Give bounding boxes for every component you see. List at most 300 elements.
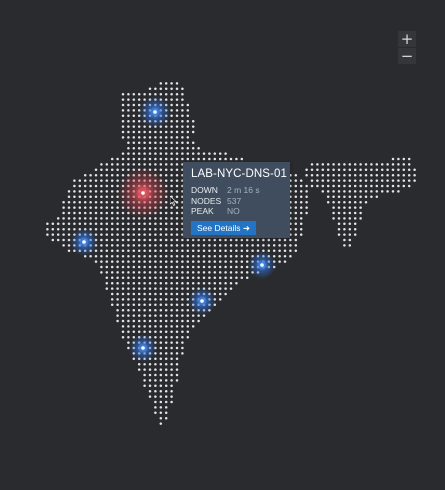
map-dot: [403, 185, 406, 188]
map-dot: [386, 174, 389, 177]
map-dot: [84, 190, 87, 193]
map-dot: [349, 233, 352, 236]
map-dot: [149, 233, 152, 236]
map-dot: [403, 158, 406, 161]
map-dot: [349, 212, 352, 215]
map-dot: [160, 131, 163, 134]
map-dot: [219, 293, 222, 296]
map-dot: [349, 206, 352, 209]
map-dot: [165, 174, 168, 177]
map-dot: [154, 320, 157, 323]
map-dot: [95, 201, 98, 204]
map-dot: [332, 196, 335, 199]
map-dot: [187, 260, 190, 263]
map-dot: [127, 282, 130, 285]
map-dot: [170, 142, 173, 145]
map-dot: [408, 158, 411, 161]
map-dot: [219, 152, 222, 155]
map-dot: [181, 320, 184, 323]
map-dot: [176, 115, 179, 118]
map-dot: [343, 244, 346, 247]
map-dot: [181, 260, 184, 263]
map-dot: [89, 190, 92, 193]
map-dot: [338, 196, 341, 199]
map-dot: [143, 282, 146, 285]
map-dot: [392, 190, 395, 193]
tooltip-value: 2 m 16 s: [227, 185, 260, 195]
map-dot: [300, 228, 303, 231]
marker-core: [200, 299, 204, 303]
map-dot: [214, 287, 217, 290]
map-dot: [62, 244, 65, 247]
map-dot: [332, 206, 335, 209]
map-dot: [133, 250, 136, 253]
map-dot: [138, 233, 141, 236]
map-dot: [359, 201, 362, 204]
map-dot: [295, 179, 298, 182]
map-dot: [197, 260, 200, 263]
map-dot: [219, 255, 222, 258]
map-dot: [160, 223, 163, 226]
map-dot: [170, 98, 173, 101]
map-dot: [143, 266, 146, 269]
map-dot: [397, 174, 400, 177]
map-dot: [165, 271, 168, 274]
map-dot: [370, 163, 373, 166]
map-dot: [62, 228, 65, 231]
map-dot: [133, 320, 136, 323]
map-dot: [214, 239, 217, 242]
map-dot: [187, 293, 190, 296]
map-dot: [143, 260, 146, 263]
map-dot: [187, 331, 190, 334]
map-dot: [192, 120, 195, 123]
map-dot: [230, 255, 233, 258]
map-dot: [122, 104, 125, 107]
map-dot: [68, 250, 71, 253]
map-dot: [224, 152, 227, 155]
map-dot: [219, 158, 222, 161]
map-dot: [176, 82, 179, 85]
map-dot: [170, 314, 173, 317]
map-dot: [127, 293, 130, 296]
map-dot: [154, 277, 157, 280]
map-dot: [176, 147, 179, 150]
map-dot: [84, 185, 87, 188]
map-dot: [181, 136, 184, 139]
map-dot: [143, 363, 146, 366]
map-dot: [176, 358, 179, 361]
map-dot: [165, 352, 168, 355]
map-dot: [165, 82, 168, 85]
map-dot: [143, 368, 146, 371]
zoom-in-button[interactable]: +: [398, 31, 416, 47]
map-dot: [122, 228, 125, 231]
map-dot: [397, 169, 400, 172]
node-marker-south-central[interactable]: [188, 287, 216, 315]
map-dot: [138, 239, 141, 242]
map-dot: [165, 244, 168, 247]
map-dot: [100, 233, 103, 236]
map-dot: [278, 255, 281, 258]
map-dot: [181, 341, 184, 344]
map-dot: [143, 147, 146, 150]
map-dot: [84, 223, 87, 226]
map-dot: [143, 255, 146, 258]
map-dot: [111, 212, 114, 215]
map-dot: [176, 282, 179, 285]
map-dot: [122, 287, 125, 290]
map-dot: [138, 152, 141, 155]
map-dot: [149, 368, 152, 371]
map-dot: [127, 250, 130, 253]
map-dot: [176, 109, 179, 112]
map-dot: [122, 293, 125, 296]
map-dot: [181, 331, 184, 334]
map-dot: [89, 212, 92, 215]
map-dot: [46, 223, 49, 226]
map-dot: [143, 250, 146, 253]
map-dot: [62, 206, 65, 209]
map-dot: [181, 325, 184, 328]
map-dot: [138, 244, 141, 247]
map-dot: [327, 169, 330, 172]
map-dot: [181, 304, 184, 307]
tooltip-value: NO: [227, 206, 240, 216]
map-dot: [127, 277, 130, 280]
map-dot: [305, 190, 308, 193]
map-dot: [170, 374, 173, 377]
node-marker-east[interactable]: [248, 251, 276, 279]
map-dot: [122, 320, 125, 323]
map-dot: [187, 147, 190, 150]
map-dot: [176, 190, 179, 193]
map-dot: [160, 347, 163, 350]
map-dot: [181, 142, 184, 145]
map-dot: [154, 358, 157, 361]
map-dot: [73, 228, 76, 231]
map-dot: [392, 169, 395, 172]
map-dot: [143, 152, 146, 155]
map-dot: [160, 293, 163, 296]
map-dot: [413, 169, 416, 172]
map-dot: [122, 255, 125, 258]
map-dot: [160, 309, 163, 312]
map-dot: [165, 233, 168, 236]
map-dot: [170, 385, 173, 388]
map-dot: [246, 260, 249, 263]
map-dot: [127, 314, 130, 317]
node-marker-central-down[interactable]: [117, 167, 169, 219]
map-dot: [170, 169, 173, 172]
map-dot: [154, 233, 157, 236]
map-dot: [165, 347, 168, 350]
map-dot: [149, 320, 152, 323]
map-dot: [386, 185, 389, 188]
map-dot: [170, 239, 173, 242]
map-dot: [354, 233, 357, 236]
map-dot: [176, 341, 179, 344]
map-dot: [138, 320, 141, 323]
map-dot: [160, 93, 163, 96]
map-dot: [89, 201, 92, 204]
map-dot: [133, 282, 136, 285]
map-dot: [208, 260, 211, 263]
map-dot: [338, 233, 341, 236]
node-marker-south-west[interactable]: [129, 334, 157, 362]
map-dot: [160, 304, 163, 307]
map-dot: [241, 158, 244, 161]
map-dot: [138, 147, 141, 150]
map-dot: [138, 293, 141, 296]
map-dot: [208, 158, 211, 161]
map-dot: [343, 169, 346, 172]
map-dot: [100, 217, 103, 220]
map-dot: [160, 336, 163, 339]
map-dot: [95, 260, 98, 263]
tooltip-key: NODES: [191, 195, 222, 206]
map-dot: [187, 115, 190, 118]
map-dot: [143, 136, 146, 139]
map-dot: [138, 125, 141, 128]
map-dot: [295, 223, 298, 226]
map-dot: [192, 320, 195, 323]
map-dot: [106, 185, 109, 188]
map-dot: [176, 277, 179, 280]
map-dot: [370, 174, 373, 177]
map-dot: [106, 250, 109, 253]
map-dot: [332, 217, 335, 220]
map-dot: [100, 244, 103, 247]
map-dot: [170, 282, 173, 285]
map-dot: [154, 406, 157, 409]
map-dot: [95, 185, 98, 188]
map-dot: [127, 223, 130, 226]
map-dot: [138, 104, 141, 107]
map-dot: [203, 152, 206, 155]
map-dot: [106, 163, 109, 166]
map-dot: [122, 212, 125, 215]
map-dot: [122, 250, 125, 253]
map-dot: [289, 244, 292, 247]
map-dot: [181, 147, 184, 150]
map-dot: [111, 228, 114, 231]
map-dot: [176, 255, 179, 258]
map-dot: [235, 277, 238, 280]
map-dot: [154, 142, 157, 145]
map-dot: [349, 228, 352, 231]
map-dot: [160, 395, 163, 398]
map-dot: [349, 174, 352, 177]
map-dot: [116, 179, 119, 182]
map-dot: [381, 163, 384, 166]
map-dot: [349, 223, 352, 226]
map-dot: [79, 217, 82, 220]
map-dot: [208, 255, 211, 258]
map-dot: [165, 417, 168, 420]
map-dot: [235, 282, 238, 285]
map-dot: [181, 336, 184, 339]
map-dot: [354, 163, 357, 166]
map-dot: [214, 158, 217, 161]
map-dot: [73, 179, 76, 182]
map-dot: [170, 331, 173, 334]
map-dot: [343, 223, 346, 226]
map-dot: [127, 320, 130, 323]
map-dot: [143, 228, 146, 231]
map-dot: [122, 244, 125, 247]
map-dot: [176, 320, 179, 323]
map-dot: [181, 314, 184, 317]
map-dot: [106, 266, 109, 269]
map-dot: [176, 120, 179, 123]
map-dot: [327, 190, 330, 193]
map-dot: [354, 228, 357, 231]
map-dot: [149, 282, 152, 285]
node-marker-west[interactable]: [70, 228, 98, 256]
map-dot: [160, 390, 163, 393]
india-dot-map: [46, 82, 416, 425]
map-dot: [160, 169, 163, 172]
map-dot: [316, 169, 319, 172]
map-dot: [203, 244, 206, 247]
map-dot: [181, 115, 184, 118]
map-dot: [300, 233, 303, 236]
map-dot: [52, 233, 55, 236]
map-dot: [181, 266, 184, 269]
map-dot: [160, 401, 163, 404]
map-dot: [187, 266, 190, 269]
map-dot: [73, 217, 76, 220]
map-dot: [160, 417, 163, 420]
map-dot: [219, 266, 222, 269]
map-dot: [176, 233, 179, 236]
map-dot: [116, 212, 119, 215]
map-dot: [230, 271, 233, 274]
map-dot: [181, 131, 184, 134]
map-dot: [165, 287, 168, 290]
map-dot: [89, 255, 92, 258]
map-dot: [143, 385, 146, 388]
map-dot: [187, 277, 190, 280]
map-dot: [300, 201, 303, 204]
map-dot: [154, 228, 157, 231]
map-dot: [111, 169, 114, 172]
map-dot: [68, 233, 71, 236]
map-dot: [133, 255, 136, 258]
map-dot: [251, 250, 254, 253]
map-dot: [127, 142, 130, 145]
map-dot: [397, 179, 400, 182]
map-dot: [165, 152, 168, 155]
map-dot: [138, 98, 141, 101]
map-dot: [359, 169, 362, 172]
map-dot: [160, 406, 163, 409]
map-dot: [170, 244, 173, 247]
map-dot: [143, 325, 146, 328]
map-dot: [230, 277, 233, 280]
map-dot: [381, 174, 384, 177]
map-dot: [214, 271, 217, 274]
map-dot: [122, 152, 125, 155]
map-dot: [343, 228, 346, 231]
map-dot: [197, 152, 200, 155]
map-dot: [89, 217, 92, 220]
map-dot: [73, 196, 76, 199]
map-dot: [322, 185, 325, 188]
map-dot: [197, 282, 200, 285]
map-dot: [143, 163, 146, 166]
map-dot: [170, 250, 173, 253]
node-marker-north[interactable]: [139, 96, 171, 128]
map-dot: [165, 250, 168, 253]
zoom-out-button[interactable]: −: [398, 48, 416, 64]
map-dot: [354, 185, 357, 188]
map-dot: [246, 255, 249, 258]
map-dot: [349, 196, 352, 199]
map-dot: [160, 379, 163, 382]
map-dot: [338, 217, 341, 220]
map-dot: [160, 277, 163, 280]
map-dot: [154, 271, 157, 274]
map-dot: [111, 201, 114, 204]
map-dot: [165, 309, 168, 312]
map-dot: [413, 174, 416, 177]
map-dot: [68, 201, 71, 204]
map-dot: [392, 163, 395, 166]
map-dot: [149, 363, 152, 366]
map-dot: [154, 88, 157, 91]
map-dot: [176, 363, 179, 366]
map-dot: [100, 206, 103, 209]
map-dot: [214, 260, 217, 263]
map-dot: [149, 163, 152, 166]
map-dot: [381, 190, 384, 193]
map-dot: [111, 163, 114, 166]
map-dot: [343, 239, 346, 242]
map-dot: [305, 201, 308, 204]
map-dot: [143, 304, 146, 307]
map-dot: [116, 304, 119, 307]
map-dot: [143, 287, 146, 290]
map-dot: [349, 169, 352, 172]
map-dot: [165, 379, 168, 382]
map-dot: [100, 196, 103, 199]
map-dot: [149, 325, 152, 328]
map-dot: [354, 212, 357, 215]
map-dot: [122, 277, 125, 280]
map-dot: [138, 142, 141, 145]
map-dot: [170, 147, 173, 150]
map-dot: [143, 309, 146, 312]
map-dot: [149, 228, 152, 231]
map-dot: [354, 179, 357, 182]
map-dot: [300, 223, 303, 226]
map-dot: [316, 174, 319, 177]
map-dot: [170, 293, 173, 296]
map-dot: [160, 287, 163, 290]
map-dot: [111, 266, 114, 269]
map-dot: [376, 190, 379, 193]
map-dot: [165, 341, 168, 344]
map-dot: [365, 201, 368, 204]
map-dot: [133, 325, 136, 328]
see-details-button[interactable]: See Details ➜: [191, 221, 256, 235]
map-dot: [138, 368, 141, 371]
map-dot: [187, 142, 190, 145]
map-dot: [327, 185, 330, 188]
map-dot: [154, 152, 157, 155]
